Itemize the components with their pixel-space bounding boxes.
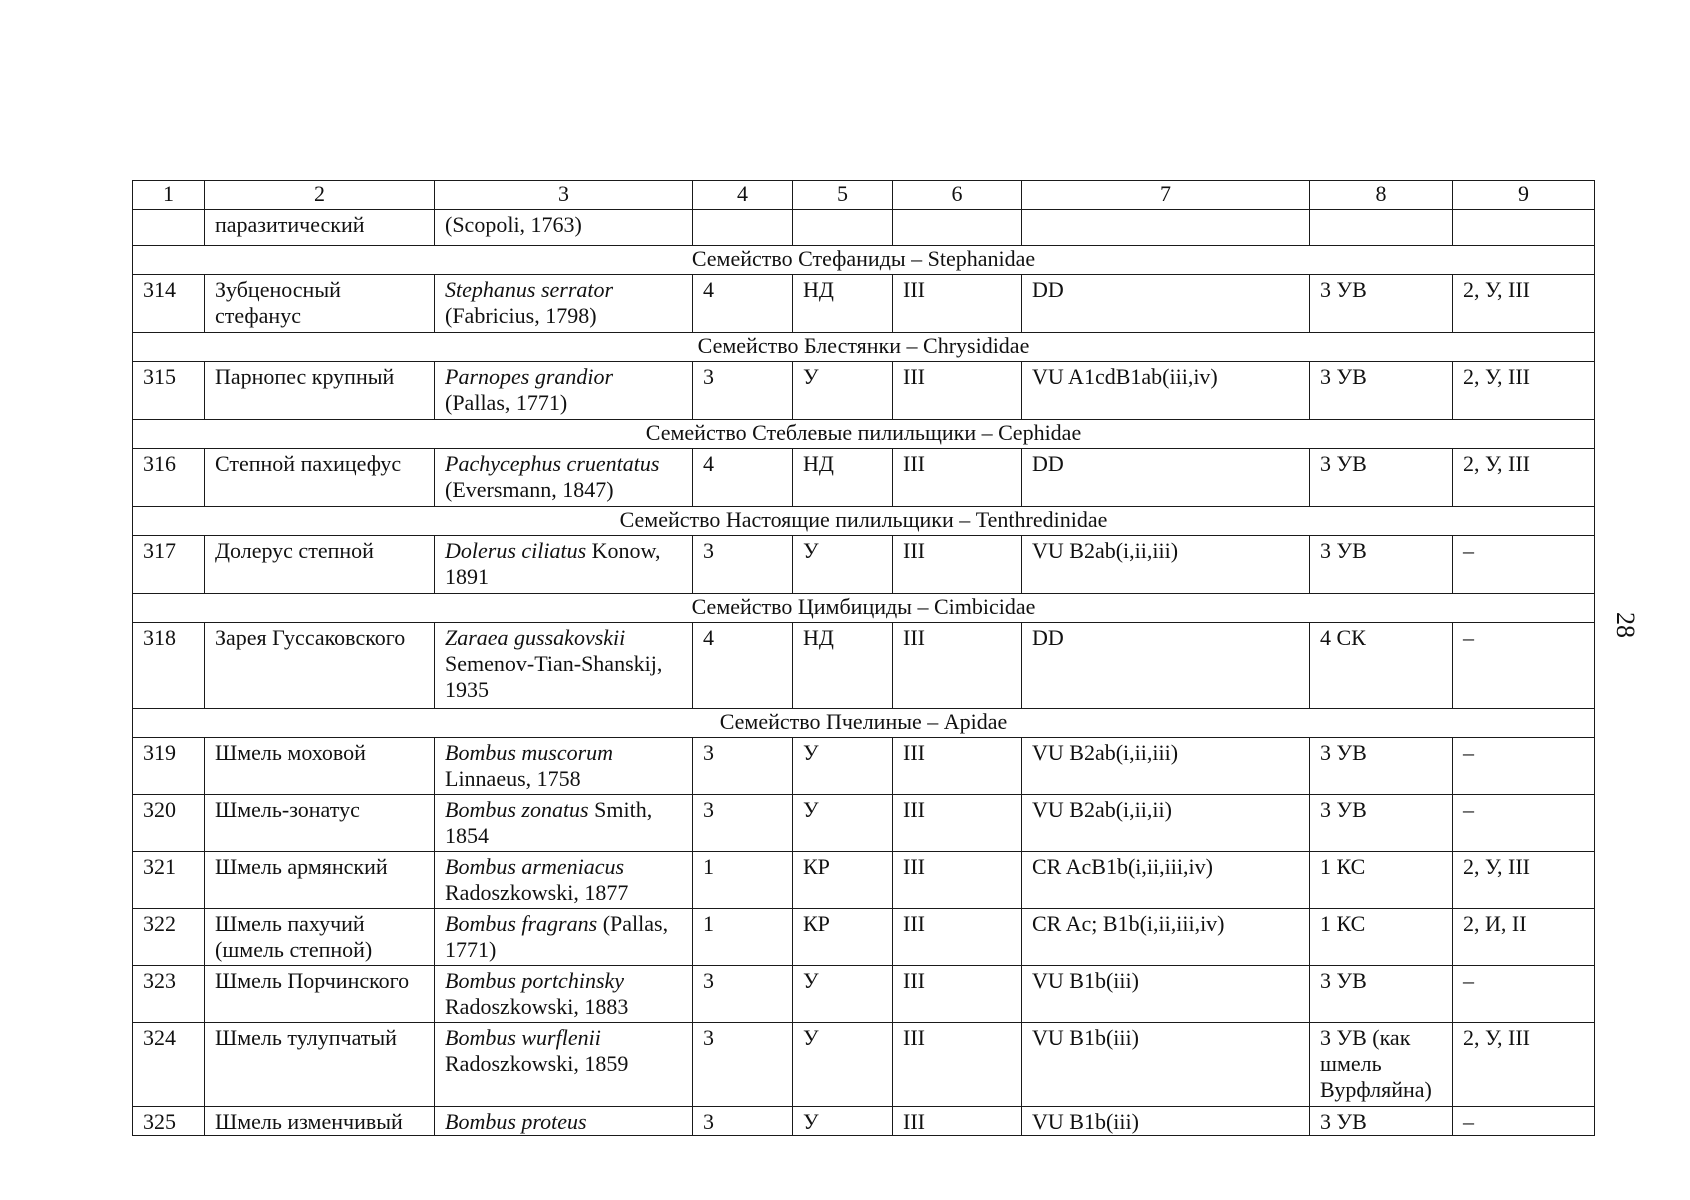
latin-name-cell xyxy=(435,623,693,709)
red-book-rf-cell: 3 УВ xyxy=(1310,362,1453,420)
latin-name-cell xyxy=(435,1023,693,1107)
latin-name-cell xyxy=(435,966,693,1023)
iucn-criteria-cell: VU B2ab(i,ii,ii) xyxy=(1022,795,1310,852)
extra-status-cell: – xyxy=(1453,795,1595,852)
family-heading-row xyxy=(133,333,1595,362)
red-book-rf-cell: 3 УВ xyxy=(1310,536,1453,594)
table-row xyxy=(133,536,1595,594)
latin-genus-species: Bombus armeniacus xyxy=(445,854,625,879)
row-number-cell: 323 xyxy=(133,966,205,1023)
extra-status-cell: 2, У, III xyxy=(1453,362,1595,420)
priority-cell: III xyxy=(893,738,1022,795)
column-number-header: 3 xyxy=(435,181,693,210)
latin-name-cell xyxy=(435,852,693,909)
row-number-cell: 319 xyxy=(133,738,205,795)
table-row xyxy=(133,795,1595,852)
iucn-criteria-cell: VU B2ab(i,ii,iii) xyxy=(1022,738,1310,795)
table-row xyxy=(133,909,1595,966)
red-book-rf-cell: 3 УВ xyxy=(1310,449,1453,507)
iucn-criteria-cell xyxy=(1022,210,1310,246)
russian-name-cell: Шмель тулупчатый xyxy=(205,1023,435,1107)
latin-name-cell xyxy=(435,449,693,507)
russian-name-cell: Шмель моховой xyxy=(205,738,435,795)
iucn-criteria-cell: CR Ac; B1b(i,ii,iii,iv) xyxy=(1022,909,1310,966)
category-cell: 1 xyxy=(693,909,793,966)
priority-cell: III xyxy=(893,536,1022,594)
priority-cell: III xyxy=(893,909,1022,966)
species-table xyxy=(132,180,1595,1136)
status-cell: У xyxy=(793,795,893,852)
latin-genus-species: Bombus fragrans xyxy=(445,911,598,936)
table-row xyxy=(133,275,1595,333)
status-cell: НД xyxy=(793,449,893,507)
category-cell: 4 xyxy=(693,623,793,709)
latin-author: (Fabricius, 1798) xyxy=(445,303,597,328)
status-cell: НД xyxy=(793,623,893,709)
table-row xyxy=(133,1107,1595,1136)
row-number-cell: 318 xyxy=(133,623,205,709)
iucn-criteria-cell: DD xyxy=(1022,449,1310,507)
family-heading: Семейство Пчелиные – Apidae xyxy=(133,709,1595,738)
status-cell: У xyxy=(793,536,893,594)
status-cell: У xyxy=(793,738,893,795)
russian-name-cell: Шмель Порчинского xyxy=(205,966,435,1023)
russian-name-cell: Зубценосный стефанус xyxy=(205,275,435,333)
column-number-header: 4 xyxy=(693,181,793,210)
category-cell: 3 xyxy=(693,1023,793,1107)
column-number-header: 7 xyxy=(1022,181,1310,210)
latin-genus-species: Bombus muscorum xyxy=(445,740,614,765)
extra-status-cell: 2, У, III xyxy=(1453,449,1595,507)
status-cell: У xyxy=(793,1107,893,1136)
latin-name-cell xyxy=(435,909,693,966)
category-cell: 3 xyxy=(693,536,793,594)
extra-status-cell: 2, И, II xyxy=(1453,909,1595,966)
iucn-criteria-cell: VU B1b(iii) xyxy=(1022,966,1310,1023)
latin-name-cell xyxy=(435,210,693,246)
extra-status-cell: – xyxy=(1453,1107,1595,1136)
extra-status-cell xyxy=(1453,210,1595,246)
table-row xyxy=(133,623,1595,709)
family-heading-row xyxy=(133,709,1595,738)
iucn-criteria-cell: DD xyxy=(1022,275,1310,333)
column-number-header: 2 xyxy=(205,181,435,210)
row-number-cell: 314 xyxy=(133,275,205,333)
family-heading: Семейство Стефаниды – Stephanidae xyxy=(133,246,1595,275)
table-row xyxy=(133,738,1595,795)
extra-status-cell: – xyxy=(1453,623,1595,709)
category-cell: 3 xyxy=(693,362,793,420)
iucn-criteria-cell: VU B1b(iii) xyxy=(1022,1107,1310,1136)
status-cell: КР xyxy=(793,852,893,909)
row-number-cell: 322 xyxy=(133,909,205,966)
latin-name-cell xyxy=(435,275,693,333)
red-book-rf-cell: 3 УВ xyxy=(1310,966,1453,1023)
latin-name-cell xyxy=(435,738,693,795)
latin-author: Radoszkowski, 1877 xyxy=(445,880,629,905)
red-book-rf-cell: 1 КС xyxy=(1310,852,1453,909)
latin-name-cell xyxy=(435,362,693,420)
priority-cell: III xyxy=(893,362,1022,420)
page-number: 28 xyxy=(1611,612,1640,638)
row-number-cell: 325 xyxy=(133,1107,205,1136)
latin-author: Radoszkowski, 1859 xyxy=(445,1051,629,1076)
red-book-rf-cell: 4 СК xyxy=(1310,623,1453,709)
priority-cell: III xyxy=(893,966,1022,1023)
category-cell: 3 xyxy=(693,738,793,795)
row-number-cell: 320 xyxy=(133,795,205,852)
red-book-rf-cell: 3 УВ xyxy=(1310,275,1453,333)
priority-cell: III xyxy=(893,449,1022,507)
row-number-cell: 324 xyxy=(133,1023,205,1107)
russian-name-cell: Шмель-зонатус xyxy=(205,795,435,852)
family-heading-row xyxy=(133,594,1595,623)
extra-status-cell: – xyxy=(1453,966,1595,1023)
latin-genus-species: Pachycephus cruentatus xyxy=(445,451,660,476)
status-cell: НД xyxy=(793,275,893,333)
red-book-rf-cell: 3 УВ xyxy=(1310,738,1453,795)
table-row xyxy=(133,852,1595,909)
family-heading: Семейство Стеблевые пилильщики – Cephidae xyxy=(133,420,1595,449)
table-row xyxy=(133,1023,1595,1107)
table-row xyxy=(133,362,1595,420)
russian-name-cell: Парнопес крупный xyxy=(205,362,435,420)
russian-name-cell: паразитический xyxy=(205,210,435,246)
iucn-criteria-cell: VU B1b(iii) xyxy=(1022,1023,1310,1107)
family-heading: Семейство Настоящие пилильщики – Tenthredinidae xyxy=(133,507,1595,536)
family-heading: Семейство Цимбициды – Cimbicidae xyxy=(133,594,1595,623)
priority-cell: III xyxy=(893,852,1022,909)
latin-author: Konow, 1891 xyxy=(445,538,661,589)
row-number-cell: 315 xyxy=(133,362,205,420)
family-heading-row xyxy=(133,507,1595,536)
red-book-rf-cell: 1 КС xyxy=(1310,909,1453,966)
column-number-header: 8 xyxy=(1310,181,1453,210)
extra-status-cell: – xyxy=(1453,536,1595,594)
status-cell: У xyxy=(793,966,893,1023)
row-number-cell: 316 xyxy=(133,449,205,507)
extra-status-cell: 2, У, III xyxy=(1453,852,1595,909)
latin-author: Linnaeus, 1758 xyxy=(445,766,581,791)
latin-name-cell xyxy=(435,1107,693,1136)
latin-author: (Eversmann, 1847) xyxy=(445,477,614,502)
russian-name-cell: Шмель изменчивый xyxy=(205,1107,435,1136)
category-cell: 4 xyxy=(693,275,793,333)
table-row xyxy=(133,966,1595,1023)
row-number-cell xyxy=(133,210,205,246)
row-number-cell: 321 xyxy=(133,852,205,909)
category-cell xyxy=(693,210,793,246)
table-body xyxy=(133,181,1595,1136)
family-heading-row xyxy=(133,420,1595,449)
family-heading-row xyxy=(133,246,1595,275)
latin-name-cell xyxy=(435,795,693,852)
russian-name-cell: Зарея Гуссаковского xyxy=(205,623,435,709)
red-book-rf-cell xyxy=(1310,210,1453,246)
red-book-rf-cell: 3 УВ xyxy=(1310,795,1453,852)
column-number-header: 5 xyxy=(793,181,893,210)
category-cell: 1 xyxy=(693,852,793,909)
latin-author: (Pallas, 1771) xyxy=(445,911,669,962)
priority-cell: III xyxy=(893,1023,1022,1107)
latin-genus-species: Parnopes grandior xyxy=(445,364,614,389)
extra-status-cell: – xyxy=(1453,738,1595,795)
latin-genus-species: Bombus wurflenii xyxy=(445,1025,601,1050)
column-number-header: 9 xyxy=(1453,181,1595,210)
column-number-header: 6 xyxy=(893,181,1022,210)
priority-cell: III xyxy=(893,275,1022,333)
russian-name-cell: Шмель армянский xyxy=(205,852,435,909)
russian-name-cell: Долерус степной xyxy=(205,536,435,594)
row-number-cell: 317 xyxy=(133,536,205,594)
priority-cell xyxy=(893,210,1022,246)
latin-author: (Scopoli, 1763) xyxy=(445,212,582,237)
russian-name-cell: Степной пахицефус xyxy=(205,449,435,507)
latin-author: (Pallas, 1771) xyxy=(445,390,568,415)
priority-cell: III xyxy=(893,795,1022,852)
red-book-rf-cell: 3 УВ (как шмель Вурфляйна) xyxy=(1310,1023,1453,1107)
latin-name-cell xyxy=(435,536,693,594)
latin-genus-species: Bombus portchinsky xyxy=(445,968,625,993)
table-row xyxy=(133,449,1595,507)
category-cell: 3 xyxy=(693,966,793,1023)
priority-cell: III xyxy=(893,1107,1022,1136)
red-book-rf-cell: 3 УВ xyxy=(1310,1107,1453,1136)
latin-genus-species: Bombus proteus xyxy=(445,1109,587,1134)
category-cell: 4 xyxy=(693,449,793,507)
column-number-row xyxy=(133,181,1595,210)
latin-author: Smith, 1854 xyxy=(445,797,653,848)
latin-genus-species: Dolerus ciliatus xyxy=(445,538,587,563)
iucn-criteria-cell: VU B2ab(i,ii,iii) xyxy=(1022,536,1310,594)
iucn-criteria-cell: CR AcB1b(i,ii,iii,iv) xyxy=(1022,852,1310,909)
status-cell xyxy=(793,210,893,246)
category-cell: 3 xyxy=(693,1107,793,1136)
latin-author: Semenov-Tian-Shanskij, 1935 xyxy=(445,651,663,702)
priority-cell: III xyxy=(893,623,1022,709)
extra-status-cell: 2, У, III xyxy=(1453,1023,1595,1107)
latin-genus-species: Zaraea gussakovskii xyxy=(445,625,626,650)
latin-genus-species: Bombus zonatus xyxy=(445,797,589,822)
family-heading: Семейство Блестянки – Chrysididae xyxy=(133,333,1595,362)
status-cell: КР xyxy=(793,909,893,966)
status-cell: У xyxy=(793,1023,893,1107)
extra-status-cell: 2, У, III xyxy=(1453,275,1595,333)
latin-author: Radoszkowski, 1883 xyxy=(445,994,629,1019)
status-cell: У xyxy=(793,362,893,420)
iucn-criteria-cell: VU A1cdB1ab(iii,iv) xyxy=(1022,362,1310,420)
category-cell: 3 xyxy=(693,795,793,852)
latin-genus-species: Stephanus serrator xyxy=(445,277,614,302)
iucn-criteria-cell: DD xyxy=(1022,623,1310,709)
russian-name-cell: Шмель пахучий (шмель степной) xyxy=(205,909,435,966)
continuation-row xyxy=(133,210,1595,246)
column-number-header: 1 xyxy=(133,181,205,210)
